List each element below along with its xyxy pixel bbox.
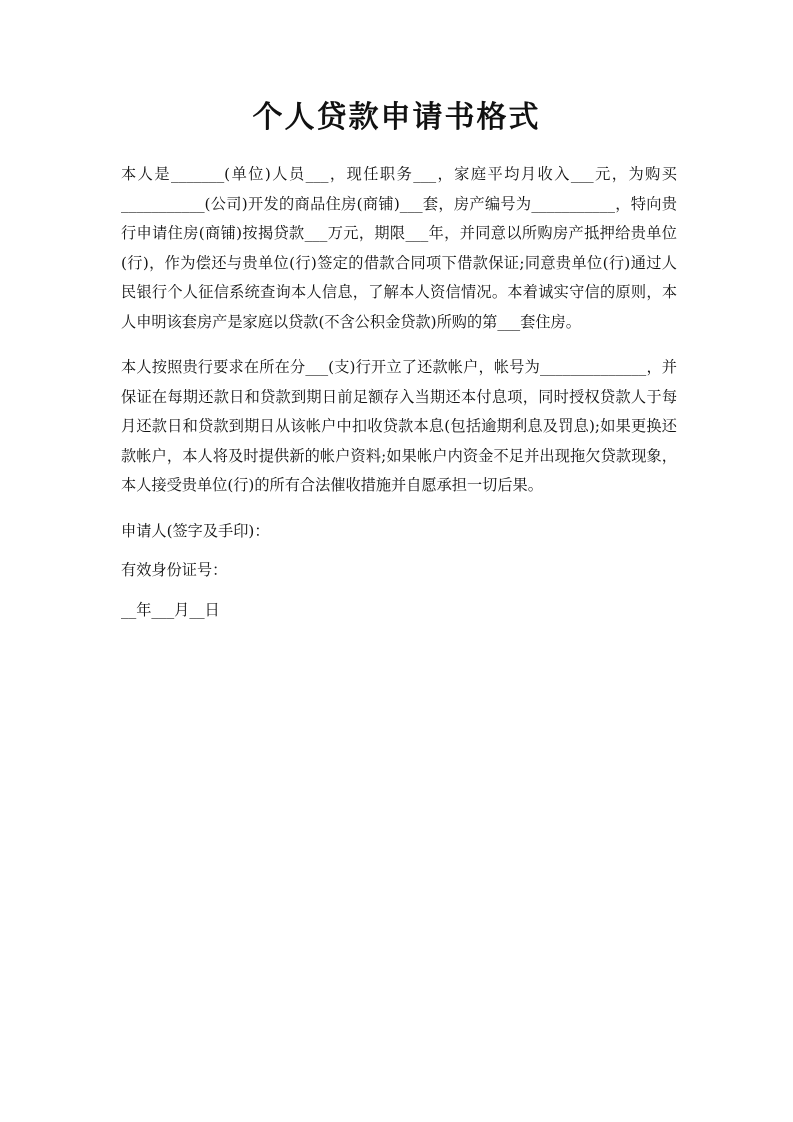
paragraph-repayment-account: 本人按照贵行要求在所在分___(支)行开立了还款帐户，帐号为______________，并保证在每期还款日和贷款到期日前足额存入当期还本付息项，同时授权贷款人于每月还款日和贷款到期日从该帐户中扣收贷款本息(包括逾期利息及罚息);如果更换还款帐户，本人将及时提供新的帐户资料;如果帐户内资金不足并出现拖欠贷款现象，本人接受贵单位(行)的所有合法催收措施并自愿承担一切后果。: [121, 358, 677, 494]
document-title: 个人贷款申请书格式: [252, 100, 541, 135]
date-line: __年___月__日: [121, 600, 220, 619]
document-body: [121, 160, 677, 635]
signature-label: 申请人(签字及手印)：: [121, 521, 270, 540]
paragraph-loan-application: 本人是_______(单位)人员___，现任职务___，家庭平均月收入___元，为购买___________(公司)开发的商品住房(商铺)___套，房产编号为___________，特向贵行申请住房(商铺)按揭贷款___万元，期限___年，并同意以所购房产抵押给贵单位(行)，作为偿还与贵单位(行)签定的借款合同项下借款保证;同意贵单位(行)通过人民银行个人征信系统查询本人信息，了解本人资信情况。本着诚实守信的原则，本人申明该套房产是家庭以贷款(不含公积金贷款)所购的第___套住房。: [121, 165, 677, 331]
id-number-label: 有效身份证号：: [121, 561, 228, 579]
